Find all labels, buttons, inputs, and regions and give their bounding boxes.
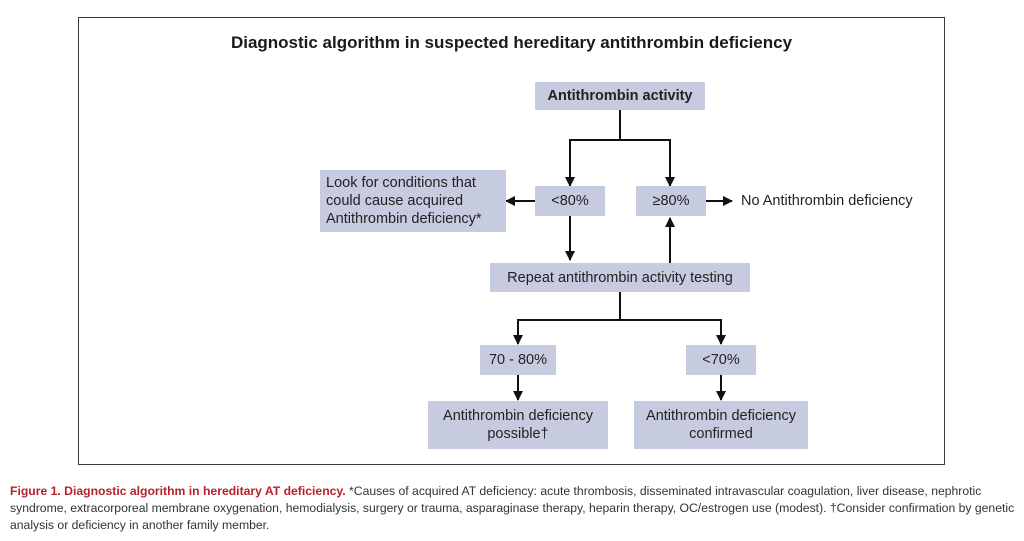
figure-caption (10, 483, 1018, 534)
connector-activity-ge80 (620, 140, 670, 186)
connector-repeat-split (518, 292, 620, 344)
node-70-80: 70 - 80% (480, 345, 556, 375)
node-repeat-testing: Repeat antithrombin activity testing (490, 263, 750, 292)
node-deficiency-confirmed: Antithrombin deficiency confirmed (634, 401, 808, 449)
caption-label: Figure 1. Diagnostic algorithm in hereditary AT deficiency. (10, 484, 346, 498)
node-lt70: <70% (686, 345, 756, 375)
node-lt80: <80% (535, 186, 605, 216)
node-no-deficiency: No Antithrombin deficiency (741, 193, 913, 209)
node-acquired-conditions: Look for conditions that could cause acquired Antithrombin deficiency* (320, 170, 506, 232)
connector-activity-split (570, 110, 620, 186)
node-ge80: ≥80% (636, 186, 706, 216)
caption-text: *Causes of acquired AT deficiency: acute thrombosis, disseminated intravascular coagulation, liver disease, nephrotic syndrome, extracorporeal membrane oxygenation, hemodialysis, surgery or trauma, asparaginase therapy, heparin therapy, OC/estrogen use (modest). †Consider confirmation by genetic analysis or deficiency in another family member. (10, 484, 1015, 532)
figure-title: Diagnostic algorithm in suspected hereditary antithrombin deficiency (230, 33, 793, 52)
connector-repeat-lt70 (620, 320, 721, 344)
node-deficiency-possible: Antithrombin deficiency possible† (428, 401, 608, 449)
node-antithrombin-activity: Antithrombin activity (535, 82, 705, 110)
